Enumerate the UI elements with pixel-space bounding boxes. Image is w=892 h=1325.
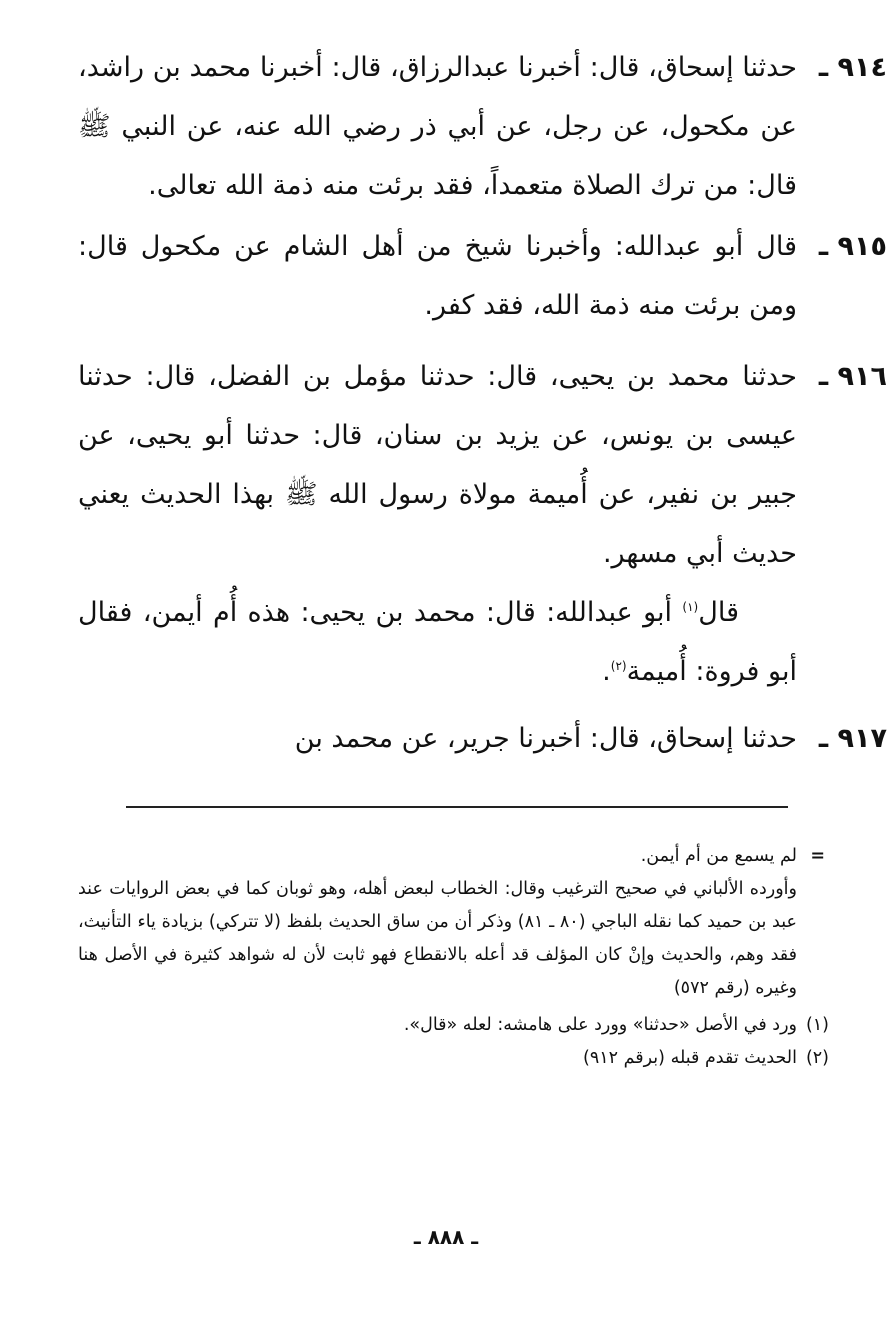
hadith-number: ٩١٧ ـ <box>818 723 887 754</box>
hadith-text: حدثنا إسحاق، قال: أخبرنا عبدالرزاق، قال: أخبرنا محمد بن راشد، عن مكحول، عن رجل، عن أبي ذر رضي الله عنه، عن النبي ﷺ قال: من ترك الصلاة متعمداً، فقد برئت منه ذمة الله تعالى. <box>78 52 797 201</box>
hadith-915 <box>78 217 887 335</box>
hadith-number: ٩١٤ ـ <box>818 52 887 83</box>
hadith-number: ٩١٥ ـ <box>818 231 887 262</box>
hadith-text: قال أبو عبدالله: وأخبرنا شيخ من أهل الشام عن مكحول قال: ومن برئت منه ذمة الله، فقد كفر. <box>78 231 797 321</box>
hadith-text: حدثنا إسحاق، قال: أخبرنا جرير، عن محمد بن <box>294 723 797 754</box>
footnote-number: (٢) <box>805 1048 829 1068</box>
note-line: لم يسمع من أم أيمن. <box>640 846 797 866</box>
continuation-mark: = <box>810 846 825 866</box>
commentary-end: . <box>602 656 611 687</box>
hadith-914 <box>78 38 887 215</box>
footnotes-section <box>78 840 829 1075</box>
footnote-number: (١) <box>805 1015 829 1035</box>
footnote-2 <box>78 1042 829 1075</box>
hadith-917 <box>78 709 887 768</box>
hadith-text: حدثنا محمد بن يحيى، قال: حدثنا مؤمل بن الفضل، قال: حدثنا عيسى بن يونس، عن يزيد بن سنان، قال: حدثنا أبو يحيى، عن جبير بن نفير، عن أُميمة مولاة رسول الله ﷺ بهذا الحديث يعني حديث أبي مسهر. <box>78 361 797 569</box>
page-number: ـ ٨٨٨ ـ <box>413 1225 479 1249</box>
note-line: وأورده الألباني في صحيح الترغيب وقال: الخطاب لبعض أهله، وهو ثوبان كما في بعض الروايات عند عبد بن حميد كما نقله الباجي (٨٠ ـ ٨١) وذكر أن من ساق الحديث بلفظ (لا تتركي) بزيادة ياء التأنيث، فقد وهم، والحديث وإنْ كان المؤلف قد أعله بالانقطاع فهو ثابت لأن له شواهد كثيرة في الأصل هنا وغيره (رقم ٥٧٢) <box>78 879 797 998</box>
commentary-body: أبو عبدالله: قال: محمد بن يحيى: هذه أُم أيمن، فقال أبو فروة: أُميمة <box>78 597 797 687</box>
hadith-number: ٩١٦ ـ <box>818 361 887 392</box>
note-continuation <box>78 840 797 1005</box>
footnote-list <box>78 1009 829 1075</box>
footnote-ref-2: (٢) <box>610 659 627 673</box>
hadith-916 <box>78 347 887 701</box>
footnote-separator <box>126 806 788 808</box>
commentary-intro: قال <box>698 597 739 628</box>
footnote-1 <box>78 1009 829 1042</box>
footnote-text: الحديث تقدم قبله (برقم ٩١٢) <box>583 1048 797 1068</box>
hadith-commentary <box>78 583 797 701</box>
main-text <box>78 38 887 768</box>
footnote-text: ورد في الأصل «حدثنا» وورد على هامشه: لعله «قال». <box>403 1015 797 1035</box>
footnote-ref-1: (١) <box>682 600 699 614</box>
